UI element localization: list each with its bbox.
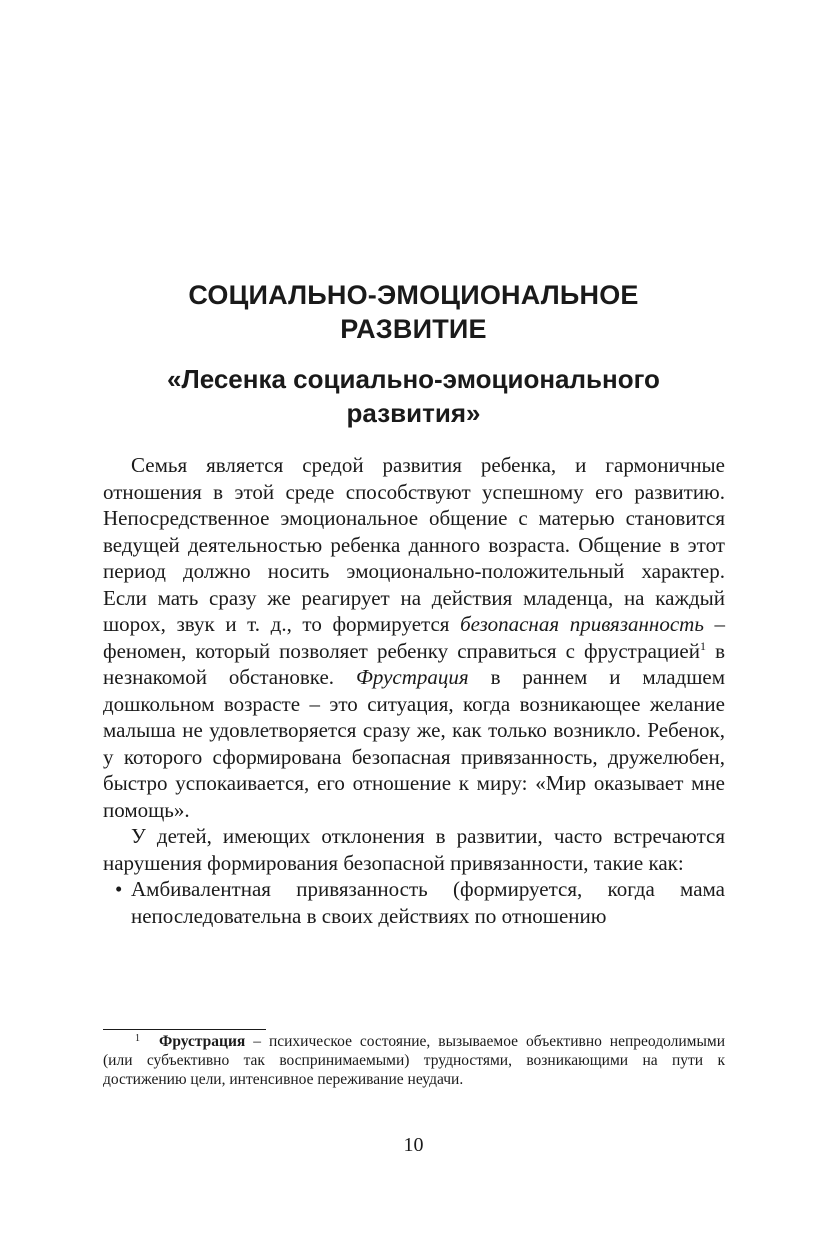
chapter-title-line-2: РАЗВИТИЕ (340, 314, 487, 344)
chapter-title-line-1: СОЦИАЛЬНО-ЭМОЦИОНАЛЬНОЕ (188, 280, 639, 310)
footnote-reference: 1 (699, 638, 706, 653)
term-frustration: Фрустрация (355, 665, 469, 689)
body-text (103, 452, 725, 929)
section-subtitle-line-1: «Лесенка социально-эмоционального (167, 364, 660, 394)
paragraph-1-text-a: Семья является средой развития ребенка, и гармоничные отношения в этой среде способствуют успешному его развитию. Непосредственное эмоциональное общение с матерью становится ведущей деятельностью ребенка данного возраста. Общение в этот период должно носить эмоционально-положительный характер. Если мать сразу же реагирует на действия младенца, на каждый шорох, звук и т. д., то формируется (103, 453, 725, 636)
paragraph-1-text-b: – феномен, который позволяет ребенку справиться с фрустрацией (103, 612, 726, 663)
page-number: 10 (403, 1134, 424, 1156)
bullet-icon: • (115, 877, 123, 901)
footnote (103, 1032, 725, 1089)
paragraph-2: У детей, имеющих отклонения в развитии, часто встречаются нарушения формирования безопасной привязанности, такие как: (103, 824, 725, 875)
section-subtitle (100, 362, 727, 430)
footnote-text: – психическое состояние, вызываемое объективно непреодолимыми (или субъективно так воспринимаемыми) трудностями, возникающими на пути к достижению цели, интенсивное переживание неудачи. (103, 1033, 725, 1088)
paragraph-1-text-c: в незнакомой обстановке. (103, 638, 725, 689)
list-item-text: Амбивалентная привязанность (формируется, когда мама непоследовательна в своих действиях по отношению (131, 877, 725, 928)
footnote-divider (103, 1029, 266, 1030)
paragraph-1 (103, 452, 725, 823)
list-item (103, 876, 725, 929)
footnote-number: 1 (135, 1033, 140, 1044)
footnote-term: Фрустрация (159, 1033, 246, 1050)
chapter-title (100, 278, 727, 346)
section-subtitle-line-2: развития» (346, 398, 481, 428)
term-secure-attachment: безопасная привязанность (460, 612, 704, 636)
paragraph-1-text-d: в раннем и младшем дошкольном возрасте – это ситуация, когда возникающее желание малыша не удовлетворяется сразу же, как только возникло. Ребенок, у которого сформирована безопасная привязанность, дружелюбен, быстро успокаивается, его отношение к миру: «Мир оказывает мне помощь». (103, 665, 725, 822)
